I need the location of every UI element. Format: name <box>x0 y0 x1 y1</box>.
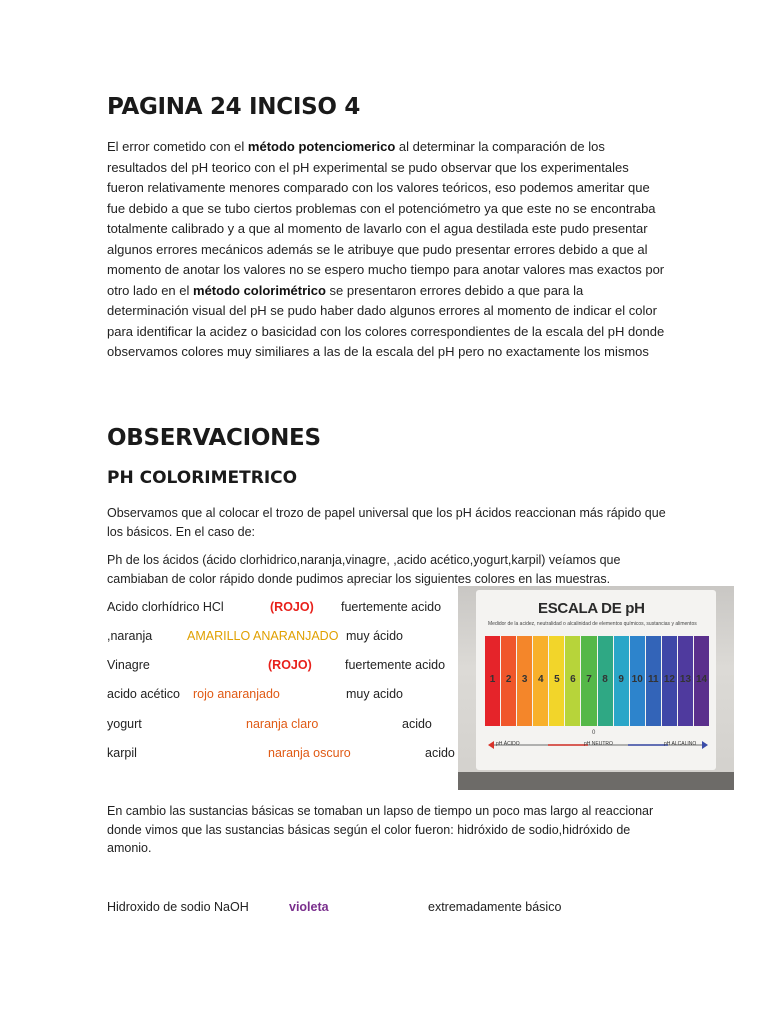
base-name: Hidroxido de sodio NaOH <box>107 900 249 914</box>
acid-strength: muy acido <box>346 687 403 701</box>
base-color: violeta <box>289 900 329 914</box>
page-heading: PAGINA 24 INCISO 4 <box>107 94 361 120</box>
ph-band-4 <box>533 636 548 726</box>
base-strength: extremadamente básico <box>428 900 562 914</box>
acids-intro: Ph de los ácidos (ácido clorhidrico,naranja,vinagre, ,acido acético,yogurt,karpil) veíamos que cambiaban de color rápido donde pudimos apreciar los siguientes colores en las muestras. <box>107 553 621 586</box>
ph-scale-title: ESCALA DE pH <box>538 600 645 617</box>
base-row <box>0 900 768 918</box>
acid-color: naranja claro <box>246 717 319 731</box>
error-paragraph-text-a: El error cometido con el <box>107 139 248 154</box>
acid-color: naranja oscuro <box>268 746 351 760</box>
bold-colorimetric: método colorimétrico <box>193 282 326 298</box>
ph-band-3 <box>517 636 532 726</box>
ph-band-number: 8 <box>602 674 608 685</box>
ph-scale-board <box>476 590 716 770</box>
acid-color: (ROJO) <box>270 600 314 614</box>
ph-colorimetric-heading: PH COLORIMETRICO <box>107 468 298 488</box>
ph-band-9 <box>614 636 629 726</box>
ph-band-number: 10 <box>631 674 643 685</box>
acid-strength: muy ácido <box>346 629 403 643</box>
ph-acid-label: pH ÁCIDO <box>496 741 520 747</box>
ph-band-11 <box>646 636 661 726</box>
ph-band-number: 2 <box>505 674 512 685</box>
ph-band-2 <box>501 636 516 726</box>
ph-band-8 <box>598 636 613 726</box>
ph-color-bands <box>485 636 709 726</box>
ph-band-number: 3 <box>521 674 528 685</box>
ph-scale-subtitle: Medidor de la acidez, neutralidad o alcalinidad de elementos químicos, sustancias y alimentos <box>488 621 697 627</box>
ph-band-number: 6 <box>570 674 576 685</box>
ph-band-13 <box>678 636 693 726</box>
acid-name: karpil <box>107 746 137 760</box>
ph-band-12 <box>662 636 677 726</box>
ph-band-10 <box>630 636 645 726</box>
acid-name: yogurt <box>107 717 142 731</box>
acid-color: (ROJO) <box>268 658 312 672</box>
error-paragraph <box>107 137 667 363</box>
ph-band-number: 1 <box>489 674 496 685</box>
error-paragraph-text-d: se presentaron errores debido a que para la determinación visual del pH se pudo haber dado algunos errores al momento de indicar el color para identificar la acidez o basicidad con los colores correspondientes de la escala del pH donde observamos colores muy similiares a las de la escala del pH pero no exactamente los mismos <box>107 282 665 359</box>
ph-band-number: 13 <box>679 674 692 685</box>
ph-neutral-label: pH NEUTRO <box>584 741 613 747</box>
observations-heading: OBSERVACIONES <box>107 425 321 451</box>
bold-potentiometric: método potenciomerico <box>247 139 396 154</box>
acid-color: AMARILLO ANARANJADO <box>187 629 339 643</box>
ph-band-1 <box>485 636 500 726</box>
ph-band-number: 5 <box>554 674 560 685</box>
ph-band-7 <box>581 636 596 726</box>
acid-strength: fuertemente acido <box>341 600 442 614</box>
ph-alkaline-label: pH ALCALINO <box>664 741 697 747</box>
ph-band-14 <box>694 636 709 726</box>
ph-band-5 <box>549 636 564 726</box>
acid-name: acido acético <box>107 687 180 701</box>
ph-band-number: 4 <box>537 674 544 685</box>
acid-name: Acido clorhídrico HCl <box>107 600 224 614</box>
ph-band-number: 14 <box>695 674 708 685</box>
observation-intro: Observamos que al colocar el trozo de papel universal que los pH ácidos reaccionan más rápido que los básicos. En el caso de: <box>107 506 666 539</box>
acid-name: ,naranja <box>107 629 153 643</box>
acid-strength: fuertemente acido <box>345 658 446 672</box>
ph-band-number: 9 <box>618 674 624 685</box>
bases-intro: En cambio las sustancias básicas se tomaban un lapso de tiempo un poco mas largo al reaccionar donde vimos que las sustancias básicas según el color fueron: hidróxido de sodio,hidróxido de amonio. <box>107 804 654 855</box>
acid-strength: acido <box>425 746 455 760</box>
acid-color: rojo anaranjado <box>193 687 280 701</box>
error-paragraph-text-c: al determinar la comparación de los resultados del pH teorico con el pH experimental se pudo observar que los experimentales fueron relativamente menores comparado con los valores teóricos, eso podemos ameritar que fue debido a que se tubo ciertos problemas con el potenciómetro ya que este no se encontraba totalmente calibrado y a que al momento de lavarlo con el agua destilada este pudo presentar algunos errores mecánicos además se le atribuye que pudo presentar errores debido a que al momento de anotar los valores no se espero mucho tiempo para anotar valores mas exactos por otro lado en el <box>107 139 665 298</box>
ph-band-number: 11 <box>648 674 659 685</box>
photo-bottom-edge <box>458 772 734 790</box>
ph-neutral-marker: 0 <box>592 730 596 736</box>
ph-band-number: 12 <box>663 674 675 685</box>
ph-band-6 <box>565 636 580 726</box>
ph-scale-photo <box>458 586 734 790</box>
ph-band-number: 7 <box>586 674 592 685</box>
acid-name: Vinagre <box>107 658 150 672</box>
acid-strength: acido <box>402 717 432 731</box>
